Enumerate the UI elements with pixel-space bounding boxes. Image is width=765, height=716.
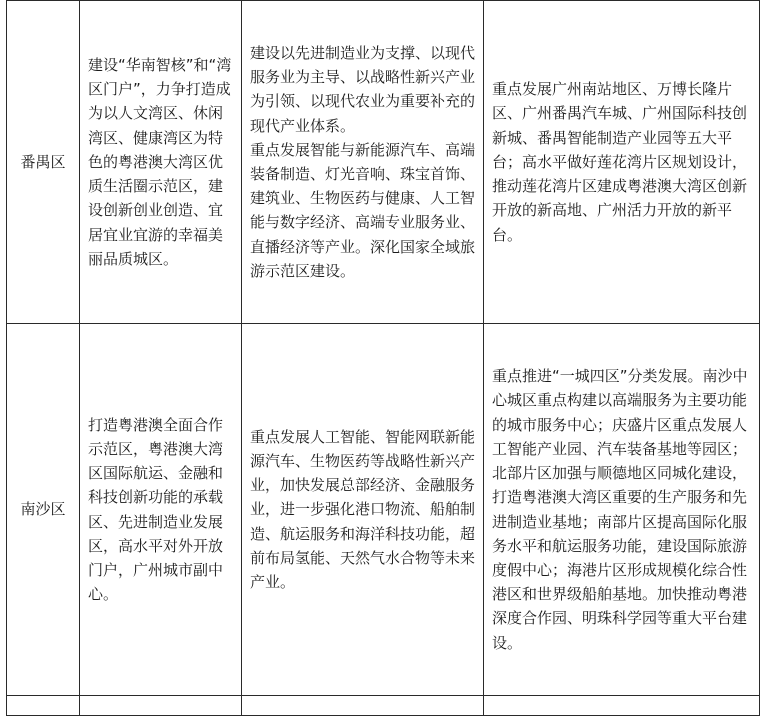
table-row-panyu: [7, 1, 760, 324]
empty-cell: [80, 696, 242, 716]
district-name-cell: 番禺区: [7, 1, 80, 324]
empty-cell: [484, 696, 760, 716]
positioning-cell: 打造粤港澳全面合作示范区，粤港澳大湾区国际航运、金融和科技创新功能的承载区、先进制造业发展区，高水平对外开放门户，广州城市副中心。: [80, 324, 242, 696]
industry-cell: [242, 1, 484, 324]
planning-table-container: [6, 0, 760, 716]
table-row-next-partial: [7, 696, 760, 716]
industry-paragraph: 重点发展智能与新能源汽车、高端装备制造、灯光音响、珠宝首饰、建筑业、生物医药与健康、人工智能与数字经济、高端专业服务业、直播经济等产业。深化国家全域旅游示范区建设。: [250, 140, 476, 280]
spatial-layout-cell: 重点推进“一城四区”分类发展。南沙中心城区重点构建以高端服务为主要功能的城市服务中心；庆盛片区重点发展人工智能产业园、汽车装备基地等园区；北部片区加强与顺德地区同城化建设，打造粤港澳大湾区重要的生产服务和先进制造业基地；南部片区提高国际化服务水平和航运服务功能，建设国际旅游度假中心；海港片区形成规模化综合性港区和世界级船舶基地。加快推动粤港深度合作园、明珠科学园等重大平台建设。: [484, 324, 760, 696]
empty-cell: [7, 696, 80, 716]
industry-paragraph: 重点发展人工智能、智能网联新能源汽车、生物医药等战略性新兴产业，加快发展总部经济、金融服务业，进一步强化港口物流、船舶制造、航运服务和海洋科技功能，超前布局氢能、天然气水合物等未来产业。: [250, 427, 476, 591]
positioning-cell: 建设“华南智核”和“湾区门户”，力争打造成为以人文湾区、休闲湾区、健康湾区为特色的粤港澳大湾区优质生活圈示范区，建设创新创业创造、宜居宜业宜游的幸福美丽品质城区。: [80, 1, 242, 324]
district-planning-table: [6, 0, 760, 716]
industry-paragraph: 建设以先进制造业为支撑、以现代服务业为主导、以战略性新兴产业为引领、以现代农业为重要补充的现代产业体系。: [250, 43, 476, 135]
industry-cell: [242, 324, 484, 696]
district-name-cell: 南沙区: [7, 324, 80, 696]
table-row-nansha: [7, 324, 760, 696]
empty-cell: [242, 696, 484, 716]
spatial-layout-cell: 重点发展广州南站地区、万博长隆片区、广州番禺汽车城、广州国际科技创新城、番禺智能制造产业园等五大平台；高水平做好莲花湾片区规划设计，推动莲花湾片区建成粤港澳大湾区创新开放的新高地、广州活力开放的新平台。: [484, 1, 760, 324]
